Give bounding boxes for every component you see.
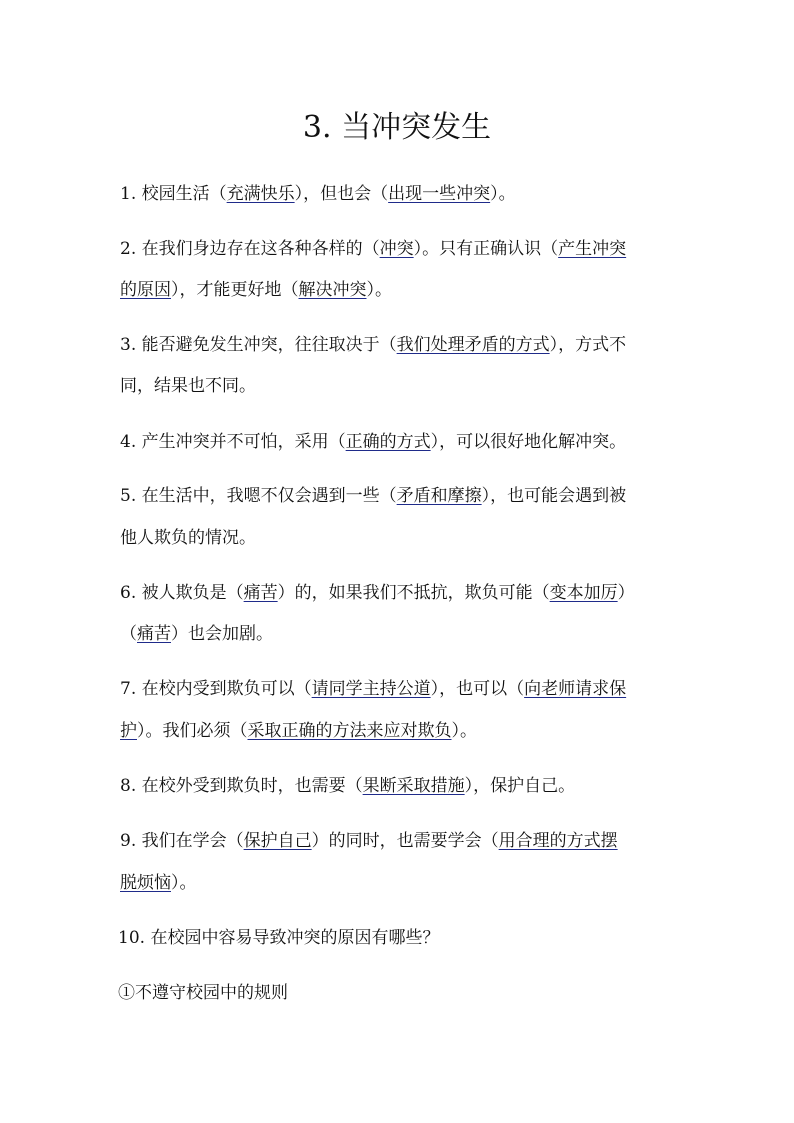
answer-blank: 用合理的方式摆 (498, 831, 618, 851)
answer-blank: 的原因 (120, 280, 171, 300)
question-text: 9. 我们在学会（ (120, 831, 244, 851)
question-text: ） (617, 583, 635, 603)
answer-blank: 向老师请求保 (524, 679, 627, 699)
question-5-line-2 (120, 526, 256, 550)
answer-blank: 保护自己 (243, 831, 312, 851)
question-6-line-1 (120, 581, 635, 605)
question-text: ）。只有正确认识（ (413, 239, 559, 259)
question-text: 8. 在校外受到欺负时，也需要（ (120, 776, 363, 796)
question-text: ）的，如果我们不抵抗，欺负可能（ (277, 583, 550, 603)
question-text: ），但也会（ (294, 184, 389, 204)
question-7-line-1 (120, 677, 626, 701)
question-text: ），可以很好地化解冲突。 (430, 432, 627, 452)
answer-blank: 冲突 (379, 239, 414, 259)
answer-blank: 产生冲突 (558, 239, 627, 259)
question-text: 2. 在我们身边存在这各种各样的（ (120, 239, 380, 259)
question-3-line-2 (120, 374, 256, 398)
question-11-line-1 (118, 981, 288, 1005)
question-text: ）。 (366, 280, 392, 300)
answer-blank: 请同学主持公道 (311, 679, 431, 699)
page-title: 3. 当冲突发生 (302, 110, 492, 145)
answer-blank: 出现一些冲突 (388, 184, 491, 204)
question-text: 4. 产生冲突并不可怕，采用（ (120, 432, 346, 452)
question-6-line-2 (120, 622, 273, 646)
answer-blank: 痛苦 (137, 624, 171, 644)
question-10-line-1 (118, 926, 439, 950)
question-text: ①不遵守校园中的规则 (118, 983, 288, 1003)
question-8-line-1 (120, 774, 575, 798)
question-text: ）。 (171, 873, 197, 893)
answer-blank: 正确的方式 (345, 432, 431, 452)
question-3-line-1 (120, 333, 626, 357)
question-2-line-2 (120, 278, 392, 302)
question-7-line-2 (120, 719, 477, 743)
question-text: 同，结果也不同。 (120, 376, 256, 396)
question-text: 3. 能否避免发生冲突，往往取决于（ (120, 335, 397, 355)
answer-blank: 我们处理矛盾的方式 (396, 335, 550, 355)
answer-blank: 脱烦恼 (120, 873, 171, 893)
question-2-line-1 (120, 237, 626, 261)
answer-blank: 变本加厉 (549, 583, 618, 603)
question-text: 他人欺负的情况。 (120, 528, 256, 548)
question-text: 7. 在校内受到欺负可以（ (120, 679, 312, 699)
question-9-line-2 (120, 871, 197, 895)
question-5-line-1 (120, 484, 626, 508)
question-text: （ (120, 624, 137, 644)
question-text: ），方式不 (549, 335, 627, 355)
question-text: ）的同时，也需要学会（ (311, 831, 499, 851)
question-text: 6. 被人欺负是（ (120, 583, 244, 603)
question-text: 5. 在生活中，我嗯不仅会遇到一些（ (120, 486, 397, 506)
answer-blank: 果断采取措施 (362, 776, 465, 796)
question-text: ），也可以（ (430, 679, 525, 699)
question-text: ）也会加剧。 (171, 624, 273, 644)
answer-blank: 采取正确的方法来应对欺负 (247, 721, 452, 741)
question-text: 1. 校园生活（ (120, 184, 227, 204)
answer-blank: 充满快乐 (226, 184, 295, 204)
question-text: ）。 (451, 721, 477, 741)
question-text: ），保护自己。 (464, 776, 576, 796)
question-text: ），也可能会遇到被 (481, 486, 627, 506)
question-4-line-1 (120, 430, 626, 454)
question-1-line-1 (120, 182, 516, 206)
question-text: ）。 (490, 184, 516, 204)
answer-blank: 痛苦 (243, 583, 278, 603)
answer-blank: 矛盾和摩擦 (396, 486, 482, 506)
question-text: 10. 在校园中容易导致冲突的原因有哪些？ (118, 928, 440, 948)
answer-blank: 护 (120, 721, 137, 741)
question-text: ）。我们必须（ (137, 721, 248, 741)
question-text: ），才能更好地（ (171, 280, 299, 300)
question-9-line-1 (120, 829, 618, 853)
answer-blank: 解决冲突 (298, 280, 367, 300)
